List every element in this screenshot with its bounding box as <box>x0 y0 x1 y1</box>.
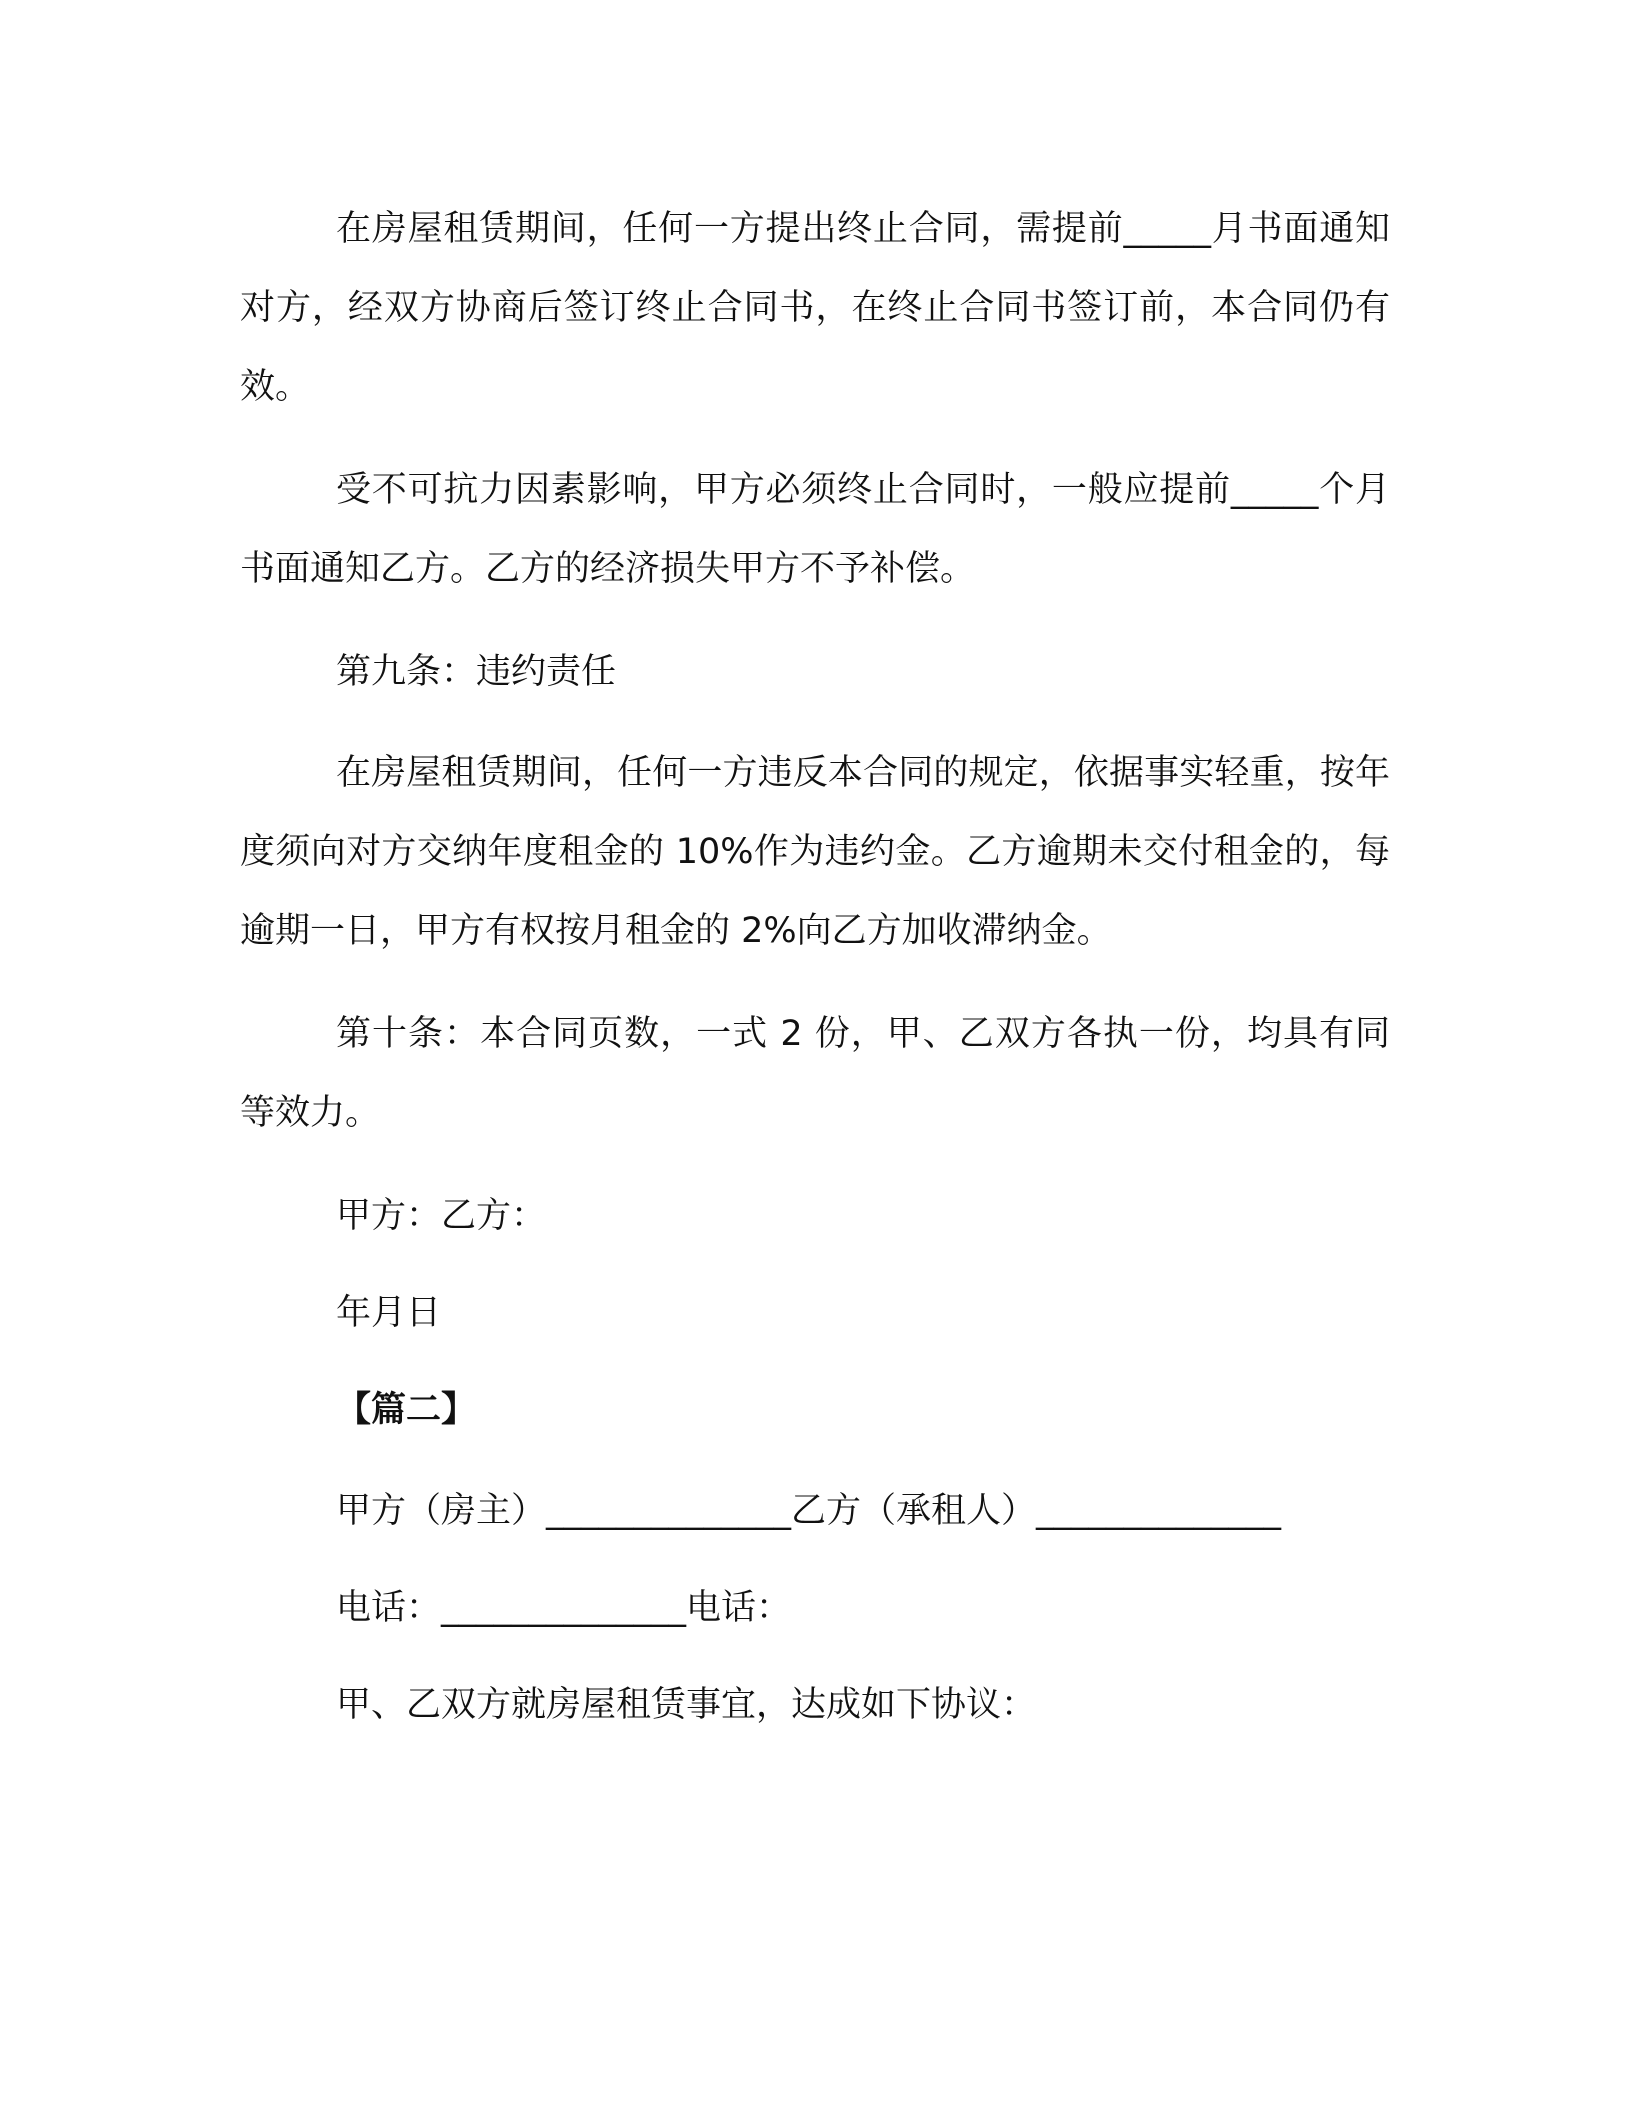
phone-line: 电话：______________电话： <box>336 1588 792 1628</box>
article-nine-heading: 第九条：违约责任 <box>336 652 617 692</box>
agreement-intro: 甲、乙双方就房屋租赁事宜，达成如下协议： <box>336 1685 1037 1725</box>
paragraph-termination-notice: 在房屋租赁期间，任何一方提出终止合同，需提前_____月书面通知对方，经双方协商后签订终止合同书，在终止合同书签订前，本合同仍有效。 <box>240 209 1390 407</box>
paragraph-liability: 在房屋租赁期间，任何一方违反本合同的规定，依据事实轻重，按年度须向对方交纳年度租金的 10%作为违约金。乙方逾期未交付租金的，每逾期一日，甲方有权按月租金的 2%向乙方加收滞纳金。 <box>240 753 1390 951</box>
article-ten: 第十条：本合同页数，一式 2 份，甲、乙双方各执一份，均具有同等效力。 <box>240 1014 1390 1133</box>
paragraph-force-majeure: 受不可抗力因素影响，甲方必须终止合同时，一般应提前_____个月书面通知乙方。乙方的经济损失甲方不予补偿。 <box>240 470 1390 589</box>
document-body <box>240 190 1390 1745</box>
parties-line: 甲方（房主）______________乙方（承租人）______________ <box>336 1491 1282 1531</box>
signature-line: 甲方：乙方： <box>336 1196 547 1236</box>
section-two-heading: 【篇二】 <box>336 1390 477 1430</box>
date-line: 年月日 <box>336 1293 442 1333</box>
